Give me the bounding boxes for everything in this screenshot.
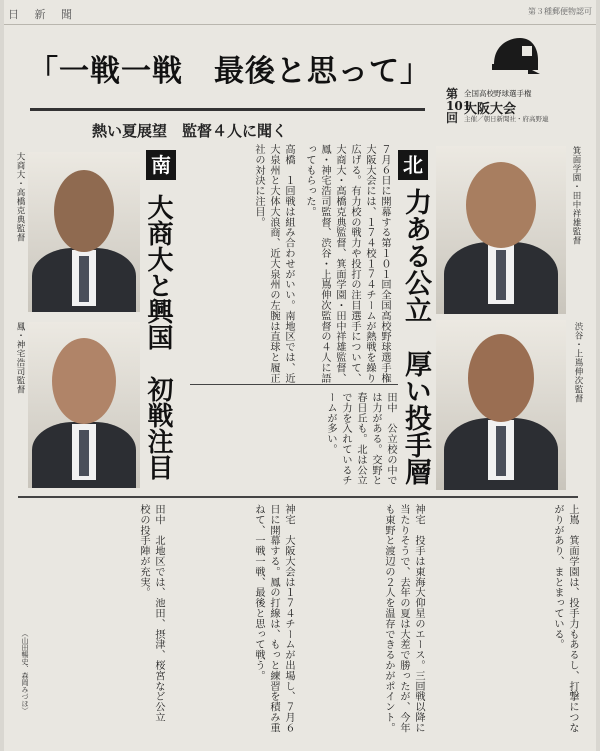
photo-kamiyake xyxy=(28,322,140,488)
main-headline: 「一戦一戦 最後と思って」 xyxy=(28,54,431,89)
south-badge: 南 xyxy=(146,150,176,180)
tournament-organizers: 主催／朝日新聞社・府高野連 xyxy=(464,115,549,123)
tournament-number: 第101回 xyxy=(446,87,472,125)
south-headline: 大商大と興国 初戦注目 xyxy=(143,194,173,480)
article-north-3: 上嶌 箕面学園は、投手力もあるし、打撃につながりがあり、まとまっている。 xyxy=(552,504,578,733)
north-badge: 北 xyxy=(398,150,428,180)
north-headline: 力ある公立 厚い投手層 xyxy=(400,188,431,485)
postal-notice: 第３種郵便物認可 xyxy=(528,7,592,16)
masthead-bar xyxy=(4,2,596,25)
article-south-3: 田中 北地区では、池田、摂津、桜宮など公立校の投手陣が充実。 xyxy=(138,504,164,723)
photo-tanaka xyxy=(436,146,566,314)
headline-rule xyxy=(30,108,425,111)
masthead: 日 新 聞 xyxy=(8,8,78,21)
caption-kamiyake: 鳳・神宅浩司監督 xyxy=(15,322,25,394)
caption-takahashi: 大商大・高橋克典監督 xyxy=(15,152,25,242)
caption-uejima: 渋谷・上嶌伸次監督 xyxy=(573,322,583,403)
byline: （山田暢史、森岡みづほ） xyxy=(21,630,29,714)
column-divider xyxy=(190,384,398,385)
caption-tanaka: 箕面学園・田中祥雄監督 xyxy=(571,146,581,245)
article-intro: ７月６日に開幕する第１０１回全国高校野球選手権大阪大会には、１７４校１７４チームが熱戦を繰り広げる。有力校の戦力や投打の注目選手について、大商大・高橋克典監督、箕面学園・田中祥雄監督、鳳・神宅浩司監督、渋谷・上嶌伸次監督の４人に語ってもらった。 xyxy=(304,144,390,384)
article-south-1: 高橋 １回戦は組み合わせがいい。南地区では、近大泉州と大体大浪商、近大泉州の左腕は直球と履正社の対決に注目。 xyxy=(253,144,294,384)
article-north-4: 神宅 投手は東海大仰星のエース。三回戦以降に当たりそうで、去年の夏は大差で勝ったが、今年も東野と渡辺の２人を温存できるかがポイント。 xyxy=(383,504,424,733)
baseball-helmet-icon xyxy=(488,34,540,78)
photo-takahashi xyxy=(28,152,140,312)
tournament-title-small: 全国高校野球選手権 xyxy=(464,89,532,98)
subheadline: 熱い夏展望 監督４人に聞く xyxy=(92,122,288,140)
article-north-2: 田中 公立校の中では力がある。交野と春日丘も。北は公立で力を入れているチームが多い。 xyxy=(325,392,396,486)
tournament-title: 大阪大会 xyxy=(464,102,517,117)
tournament-logo xyxy=(446,88,566,124)
band-rule xyxy=(18,496,578,498)
photo-uejima xyxy=(436,320,566,490)
article-south-2: 神宅 大阪大会は１７４チームが出場し、７月６日に開幕する。鳳の打線は、もっと練習を積み重ねて、一戦一戦、最後と思って戦う。 xyxy=(253,504,294,733)
